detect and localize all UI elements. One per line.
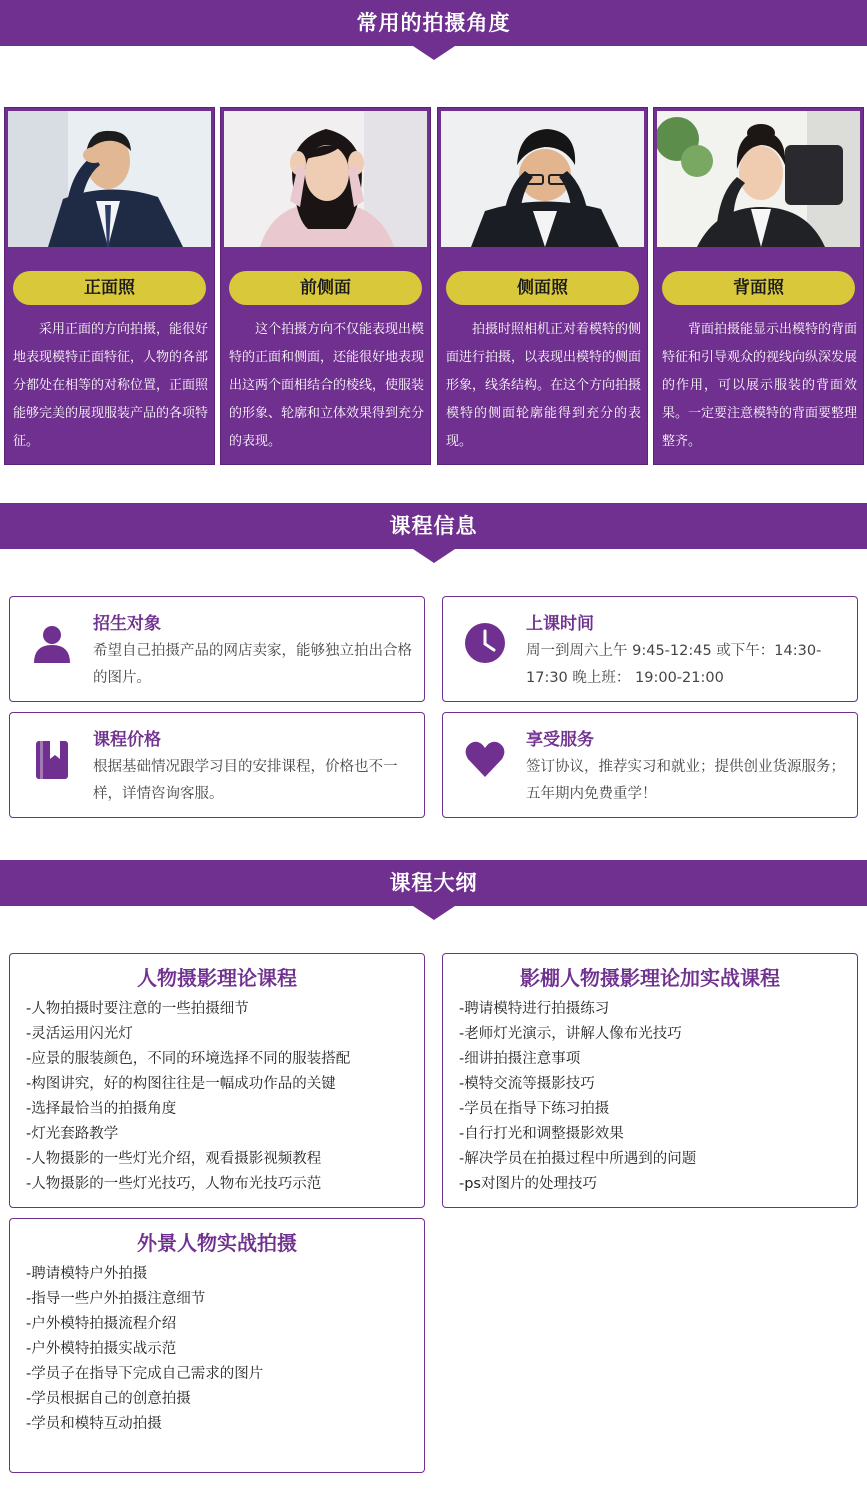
outline-title: 外景人物实战拍摄 bbox=[137, 1231, 297, 1255]
info-text: 周一到周六上午 9:45-12:45 或下午：14:30-17:30 晚上班： 19:00-21:00 bbox=[526, 643, 822, 686]
list-item: -自行打光和调整摄影效果 bbox=[459, 1126, 624, 1142]
list-item: -人物摄影的一些灯光介绍，观看摄影视频教程 bbox=[26, 1151, 322, 1167]
list-item: -学员和模特互动拍摄 bbox=[26, 1416, 162, 1432]
outline-list bbox=[26, 1262, 424, 1437]
info-card-schedule bbox=[442, 596, 858, 702]
heart-icon bbox=[463, 737, 507, 781]
list-item: -人物摄影的一些灯光技巧，人物布光技巧示范 bbox=[26, 1176, 322, 1192]
info-text: 根据基础情况跟学习目的安排课程，价格也不一样，详情咨询客服。 bbox=[93, 759, 398, 802]
info-title: 上课时间 bbox=[526, 614, 594, 634]
list-item: -学员在指导下练习拍摄 bbox=[459, 1101, 610, 1117]
angle-card-side bbox=[437, 107, 648, 465]
list-item: -人物拍摄时要注意的一些拍摄细节 bbox=[26, 1001, 249, 1017]
angle-card-front bbox=[4, 107, 215, 465]
angle-label-pill: 正面照 bbox=[13, 271, 206, 305]
info-card-service bbox=[442, 712, 858, 818]
list-item: -应景的服装颜色，不同的环境选择不同的服装搭配 bbox=[26, 1051, 351, 1067]
info-card-price bbox=[9, 712, 425, 818]
angle-card-front-side bbox=[220, 107, 431, 465]
outline-title: 人物摄影理论课程 bbox=[137, 966, 297, 990]
list-item: -户外模特拍摄实战示范 bbox=[26, 1341, 177, 1357]
model-photo-front bbox=[8, 111, 211, 247]
list-item: -灵活运用闪光灯 bbox=[26, 1026, 133, 1042]
person-icon bbox=[30, 621, 74, 665]
info-text: 希望自己拍摄产品的网店卖家，能够独立拍出合格的图片。 bbox=[93, 643, 412, 686]
angle-card-back bbox=[653, 107, 864, 465]
list-item: -灯光套路教学 bbox=[26, 1126, 119, 1142]
list-item: -指导一些户外拍摄注意细节 bbox=[26, 1291, 206, 1307]
info-card-audience bbox=[9, 596, 425, 702]
info-title: 享受服务 bbox=[526, 730, 594, 750]
outline-card-outdoor-shooting bbox=[9, 1218, 425, 1473]
clock-icon bbox=[463, 621, 507, 665]
angle-description: 拍摄时照相机正对着模特的侧面进行拍摄，以表现出模特的侧面形象，线条结构。在这个方向拍摄模特的侧面轮廓能得到充分的表现。 bbox=[446, 322, 642, 449]
section-banner-outline bbox=[0, 860, 867, 906]
angle-label-pill: 前侧面 bbox=[229, 271, 422, 305]
model-photo-back bbox=[657, 111, 860, 247]
outline-list bbox=[26, 997, 424, 1197]
list-item: -解决学员在拍摄过程中所遇到的问题 bbox=[459, 1151, 697, 1167]
list-item: -模特交流等摄影技巧 bbox=[459, 1076, 595, 1092]
banner-notch bbox=[413, 549, 455, 563]
bookmark-icon bbox=[30, 737, 74, 781]
model-photo-front-side bbox=[224, 111, 427, 247]
angle-label-pill: 侧面照 bbox=[446, 271, 639, 305]
outline-card-studio-practice bbox=[442, 953, 858, 1208]
angle-description: 采用正面的方向拍摄，能很好地表现模特正面特征，人物的各部分都处在相等的对称位置，正面照能够完美的展现服装产品的各项特征。 bbox=[13, 322, 209, 449]
info-text: 签订协议，推荐实习和就业；提供创业货源服务；五年期内免费重学！ bbox=[526, 759, 845, 802]
model-photo-side bbox=[441, 111, 644, 247]
list-item: -聘请模特进行拍摄练习 bbox=[459, 1001, 610, 1017]
section-title: 常用的拍摄角度 bbox=[356, 11, 511, 35]
outline-card-portrait-theory bbox=[9, 953, 425, 1208]
info-title: 招生对象 bbox=[93, 614, 161, 634]
section-title: 课程信息 bbox=[389, 514, 478, 538]
section-title: 课程大纲 bbox=[389, 871, 478, 895]
list-item: -构图讲究，好的构图往往是一幅成功作品的关键 bbox=[26, 1076, 336, 1092]
banner-notch bbox=[413, 46, 455, 60]
list-item: -选择最恰当的拍摄角度 bbox=[26, 1101, 177, 1117]
angle-description: 这个拍摄方向不仅能表现出模特的正面和侧面，还能很好地表现出这两个面相结合的棱线，使服装的形象、轮廓和立体效果得到充分的表现。 bbox=[229, 322, 425, 449]
outline-list bbox=[459, 997, 857, 1197]
list-item: -聘请模特户外拍摄 bbox=[26, 1266, 148, 1282]
angle-description: 背面拍摄能显示出模特的背面特征和引导观众的视线向纵深发展的作用，可以展示服装的背面效果。一定要注意模特的背面要整理整齐。 bbox=[662, 322, 858, 449]
list-item: -ps对图片的处理技巧 bbox=[459, 1176, 597, 1192]
list-item: -老师灯光演示，讲解人像布光技巧 bbox=[459, 1026, 682, 1042]
outline-title: 影棚人物摄影理论加实战课程 bbox=[520, 966, 780, 990]
angle-label-pill: 背面照 bbox=[662, 271, 855, 305]
list-item: -学员根据自己的创意拍摄 bbox=[26, 1391, 191, 1407]
info-title: 课程价格 bbox=[93, 730, 161, 750]
banner-notch bbox=[413, 906, 455, 920]
list-item: -学员子在指导下完成自己需求的图片 bbox=[26, 1366, 264, 1382]
section-banner-course-info bbox=[0, 503, 867, 549]
section-banner-angles bbox=[0, 0, 867, 46]
list-item: -户外模特拍摄流程介绍 bbox=[26, 1316, 177, 1332]
list-item: -细讲拍摄注意事项 bbox=[459, 1051, 581, 1067]
